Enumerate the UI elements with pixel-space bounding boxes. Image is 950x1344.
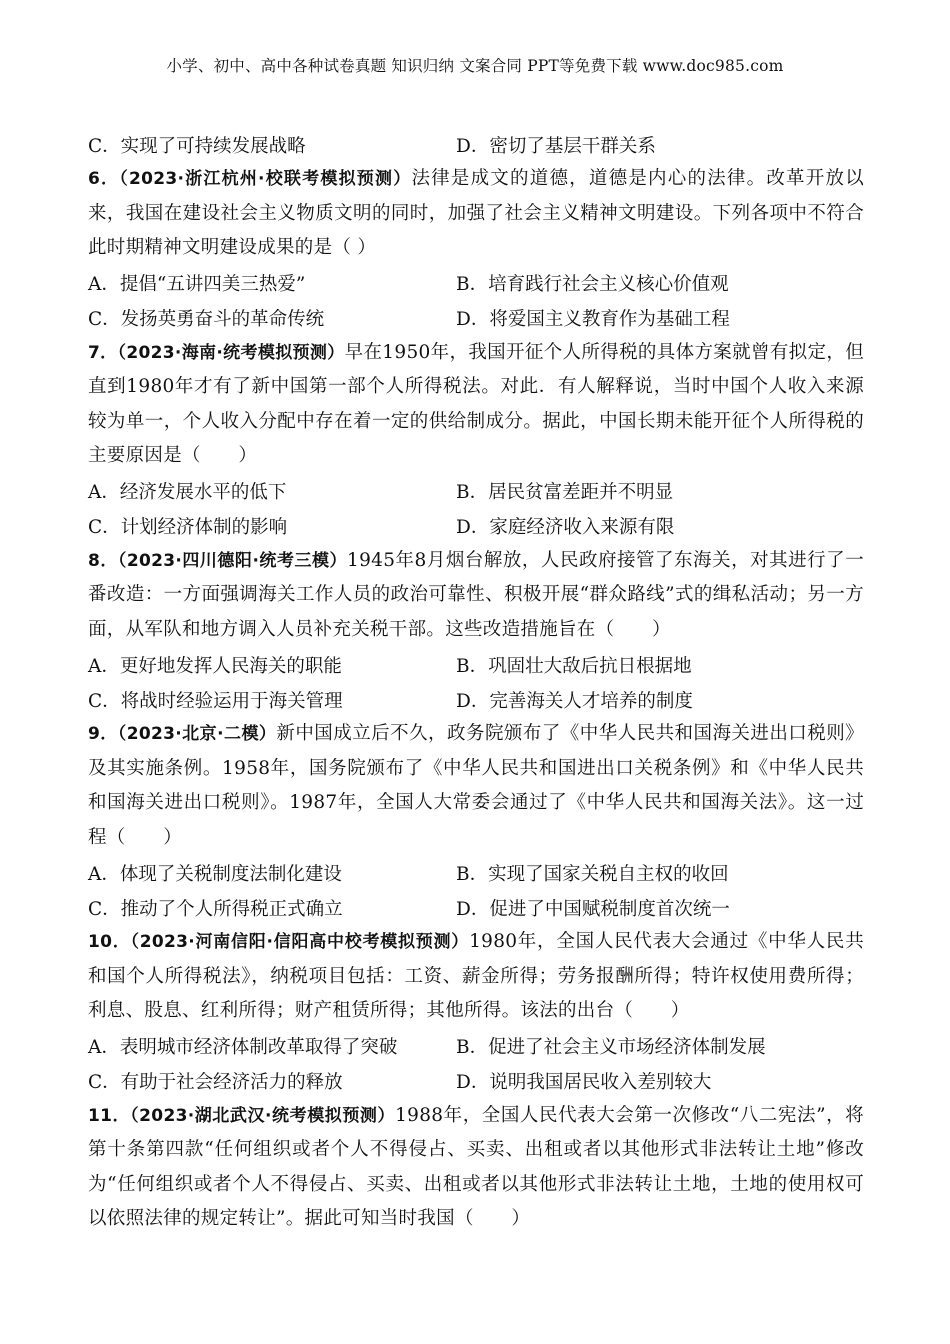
- q6-options-row-1: [88, 266, 864, 301]
- question-number: 11．: [88, 1105, 131, 1126]
- question-source: （2023·四川德阳·统考三模）: [117, 550, 348, 571]
- q7-option-a: A．经济发展水平的低下: [88, 482, 287, 503]
- q9-options-row-1: [88, 855, 864, 890]
- question-text: 早在1950年，我国开征个人所得税的具体方案就曾有拟定，但直到1980年才有了新中国第一部个人所得税法。对此．有人解释说，当时中国个人收入来源较为单一，个人收入分配中存在着一定的供给制成分。据此，中国长期未能开征个人所得税的主要原因是（ ）: [88, 341, 865, 466]
- question-content: [88, 127, 864, 1237]
- q10-option-b: B．促进了社会主义市场经济体制发展: [456, 1037, 766, 1058]
- q9-option-b: B．实现了国家关税自主权的收回: [456, 863, 729, 885]
- question-number: 9．: [88, 724, 118, 744]
- q6-option-c: C．发扬英勇奋斗的革命传统: [88, 309, 325, 330]
- q6-stem: [88, 162, 864, 266]
- question-source: （2023·湖北武汉·统考模拟预测）: [130, 1105, 396, 1126]
- q6-options-row-2: [88, 301, 864, 336]
- q10-options-row-1: [88, 1029, 864, 1064]
- q8-options-row-2: [88, 682, 864, 717]
- q5-option-d: D．密切了基层干群关系: [456, 135, 656, 157]
- q7-stem: [88, 336, 864, 474]
- q5-option-c: C．实现了可持续发展战略: [88, 135, 306, 157]
- question-text: 新中国成立后不久，政务院颁布了《中华人民共和国海关进出口税则》及其实施条例。1958年，国务院颁布了《中华人民共和国进出口关税条例》和《中华人民共和国海关进出口税则》。1987年，全国人大常委会通过了《中华人民共和国海关法》。这一过程（ ）: [88, 723, 864, 848]
- question-source: （2023·北京·二模）: [117, 724, 277, 744]
- q10-option-d: D．说明我国居民收入差别较大: [456, 1072, 712, 1093]
- q9-option-d: D．促进了中国赋税制度首次统一: [456, 898, 730, 920]
- q6-option-a: A．提倡“五讲四美三热爱”: [88, 274, 306, 295]
- q8-option-c: C．将战时经验运用于海关管理: [88, 690, 343, 712]
- q10-options-row-2: [88, 1064, 864, 1099]
- q9-option-c: C．推动了个人所得税正式确立: [88, 898, 343, 920]
- question-number: 8．: [88, 550, 118, 571]
- q9-option-a: A．体现了关税制度法制化建设: [88, 863, 342, 885]
- q8-option-b: B．巩固壮大敌后抗日根据地: [456, 655, 692, 677]
- question-source: （2023·海南·统考模拟预测）: [117, 342, 345, 363]
- q8-option-a: A．更好地发挥人民海关的职能: [88, 655, 342, 677]
- question-source: （2023·河南信阳·信阳高中校考模拟预测）: [130, 932, 470, 952]
- q8-options-row-1: [88, 647, 864, 682]
- q6-option-d: D．将爱国主义教育作为基础工程: [456, 309, 730, 330]
- q7-options-row-2: [88, 509, 864, 544]
- q10-option-c: C．有助于社会经济活力的释放: [88, 1072, 343, 1093]
- q10-option-a: A．表明城市经济体制改革取得了突破: [88, 1037, 398, 1058]
- question-text: 1945年8月烟台解放，人民政府接管了东海关，对其进行了一番改造：一方面强调海关工作人员的政治可靠性、积极开展“群众路线”式的缉私活动；另一方面，从军队和地方调入人员补充关税干部。这些改造措施旨在（ ）: [88, 549, 864, 640]
- question-source: （2023·浙江杭州·校联考模拟预测）: [119, 169, 412, 189]
- q10-stem: [88, 925, 864, 1029]
- question-text: 法律是成文的道德，道德是内心的法律。改革开放以来，我国在建设社会主义物质文明的同时，加强了社会主义精神文明建设。下列各项中不符合此时期精神文明建设成果的是（ ）: [88, 168, 864, 258]
- q9-stem: [88, 717, 864, 855]
- question-number: 7．: [88, 342, 118, 363]
- q8-option-d: D．完善海关人才培养的制度: [456, 690, 693, 712]
- question-text: 1988年，全国人民代表大会第一次修改“八二宪法”，将第十条第四款“任何组织或者个人不得侵占、买卖、出租或者以其他形式非法转让土地”修改为“任何组织或者个人不得侵占、买卖、出租或者以其他形式非法转让土地，土地的使用权可以依照法律的规定转让”。据此可知当时我国（ ）: [88, 1104, 864, 1229]
- question-text: 1980年，全国人民代表大会通过《中华人民共和国个人所得税法》，纳税项目包括：工资、薪金所得；劳务报酬所得；特许权使用费所得；利息、股息、红利所得；财产租赁所得；其他所得。该法的出台（ ）: [88, 931, 864, 1021]
- q6-option-b: B．培育践行社会主义核心价值观: [456, 274, 729, 295]
- q7-option-c: C．计划经济体制的影响: [88, 517, 288, 538]
- q5-options-row-2: [88, 127, 864, 162]
- question-number: 6．: [88, 169, 120, 189]
- q11-stem: [88, 1099, 864, 1237]
- q7-option-b: B．居民贫富差距并不明显: [456, 482, 674, 503]
- question-number: 10．: [88, 932, 131, 952]
- q8-stem: [88, 544, 864, 648]
- q7-option-d: D．家庭经济收入来源有限: [456, 517, 675, 538]
- q9-options-row-2: [88, 890, 864, 925]
- page-header: 小学、初中、高中各种试卷真题 知识归纳 文案合同 PPT等免费下载 www.doc985.com: [166, 57, 784, 75]
- q7-options-row-1: [88, 474, 864, 509]
